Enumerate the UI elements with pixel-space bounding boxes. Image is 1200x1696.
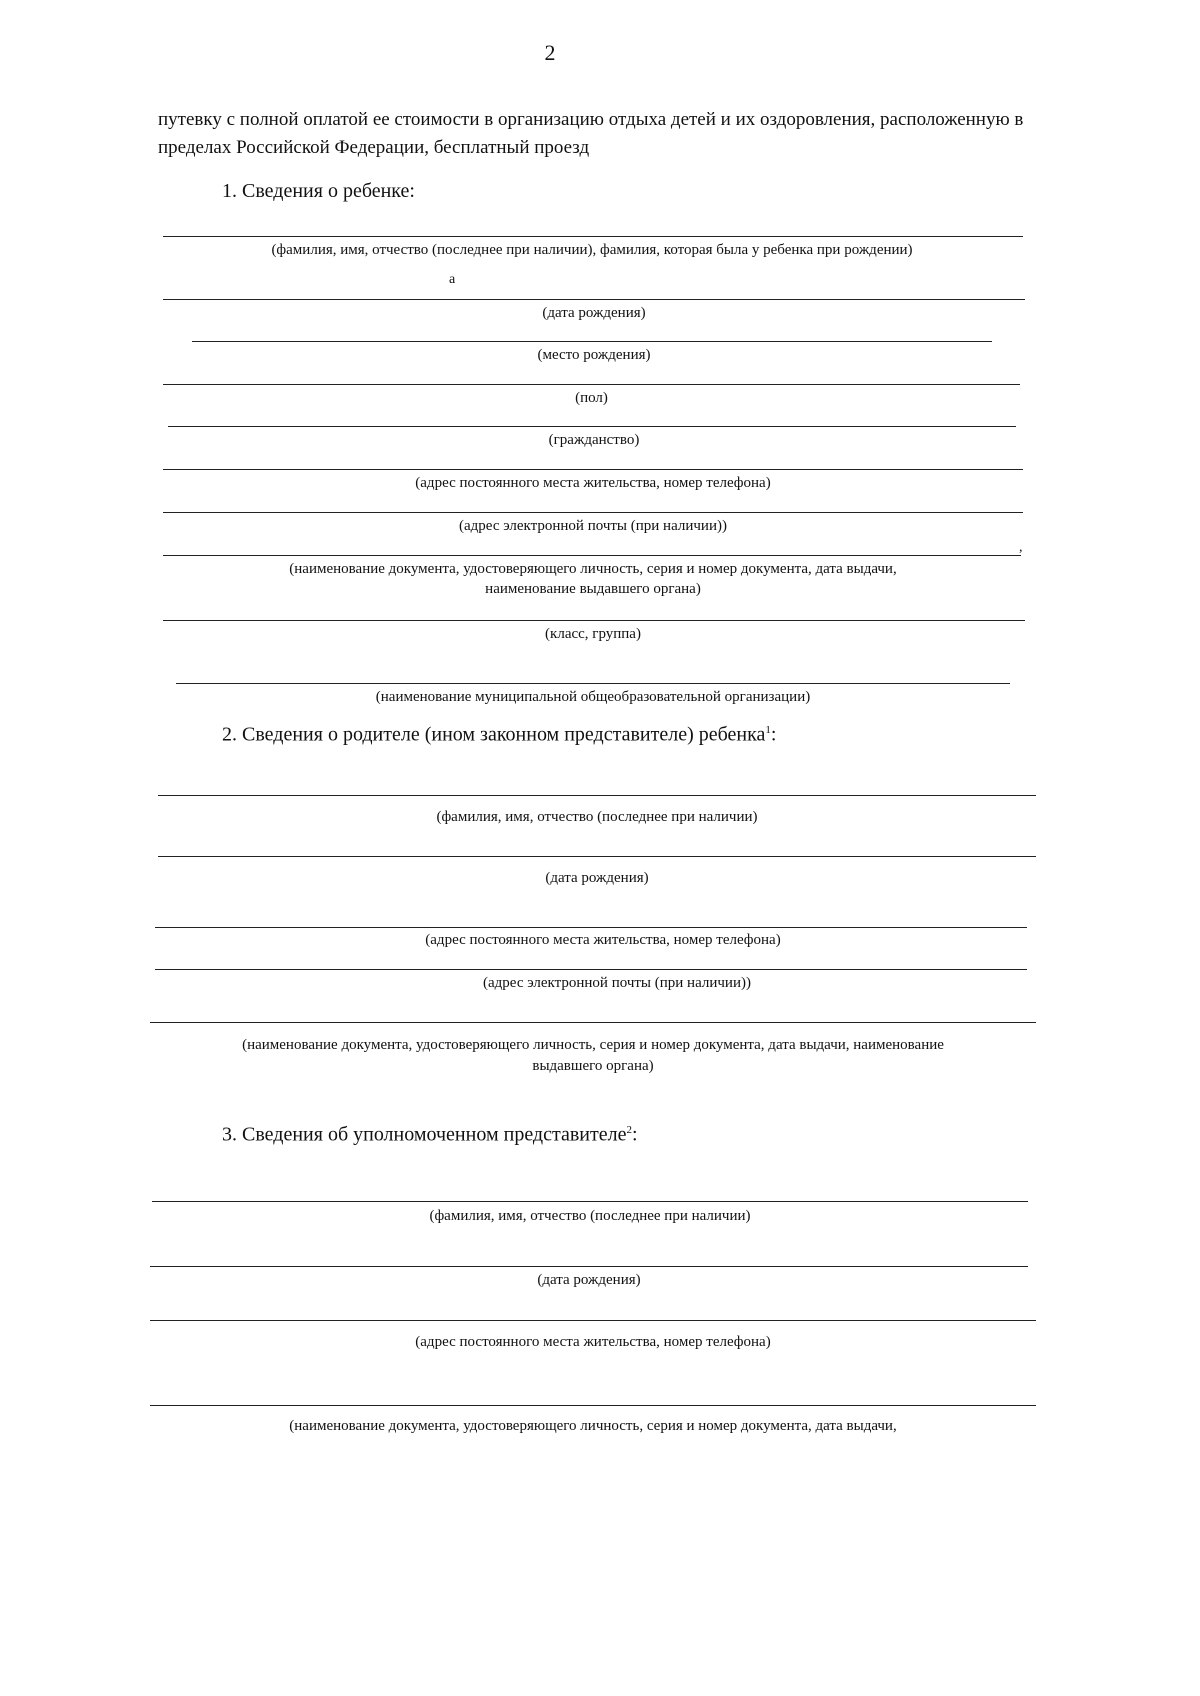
child-address-field-line[interactable] <box>163 469 1023 470</box>
parent-document-caption-line1: (наименование документа, удостоверяющего личность, серия и номер документа, дата выдачи, наименование <box>242 1037 944 1053</box>
section1-heading: 1. Сведения о ребенке: <box>222 180 415 202</box>
section2-heading-colon: : <box>770 723 777 746</box>
representative-address-caption: (адрес постоянного места жительства, номер телефона) <box>415 1334 771 1350</box>
child-fio-field-line[interactable] <box>163 236 1023 237</box>
stray-mark: а <box>449 272 456 287</box>
parent-email-caption: (адрес электронной почты (при наличии)) <box>483 975 751 991</box>
section3-heading-colon: : <box>631 1123 638 1146</box>
child-email-caption: (адрес электронной почты (при наличии)) <box>459 518 727 534</box>
child-citizenship-field-line[interactable] <box>168 426 1016 427</box>
section2-heading <box>222 717 776 748</box>
stray-comma: , <box>1019 540 1023 555</box>
parent-birth-date-caption: (дата рождения) <box>545 870 649 886</box>
representative-document-caption: (наименование документа, удостоверяющего личность, серия и номер документа, дата выдачи, <box>289 1418 897 1434</box>
section3-heading <box>222 1117 638 1148</box>
parent-document-field-line[interactable] <box>150 1022 1036 1023</box>
child-fio-caption: (фамилия, имя, отчество (последнее при наличии), фамилия, которая была у ребенка при рождении) <box>271 242 913 258</box>
child-document-caption-line1: (наименование документа, удостоверяющего личность, серия и номер документа, дата выдачи, <box>289 561 897 577</box>
child-school-field-line[interactable] <box>176 683 1010 684</box>
section2-heading-text: 2. Сведения о родителе (ином законном представителе) ребенка <box>222 723 766 746</box>
child-school-caption: (наименование муниципальной общеобразовательной организации) <box>375 689 811 705</box>
parent-fio-field-line[interactable] <box>158 795 1036 796</box>
child-birth-date-field-line[interactable] <box>163 299 1025 300</box>
child-grade-field-line[interactable] <box>163 620 1025 621</box>
child-citizenship-caption: (гражданство) <box>548 432 640 448</box>
parent-address-caption: (адрес постоянного места жительства, номер телефона) <box>425 932 781 948</box>
child-birth-place-caption: (место рождения) <box>537 347 651 363</box>
representative-fio-field-line[interactable] <box>152 1201 1028 1202</box>
footnote-1: 1 <box>765 724 771 736</box>
page-number: 2 <box>544 40 556 65</box>
child-document-caption-line2: наименование выдавшего органа) <box>485 581 701 597</box>
intro-paragraph: путевку с полной оплатой ее стоимости в организацию отдыха детей и их оздоровления, расположенную в пределах Российской Федерации, бесплатный проезд <box>158 109 1024 158</box>
representative-document-field-line[interactable] <box>150 1405 1036 1406</box>
child-address-caption: (адрес постоянного места жительства, номер телефона) <box>415 475 771 491</box>
section3-heading-text: 3. Сведения об уполномоченном представителе <box>222 1123 627 1146</box>
footnote-2: 2 <box>626 1124 632 1136</box>
representative-fio-caption: (фамилия, имя, отчество (последнее при наличии) <box>429 1208 751 1224</box>
child-document-field-line[interactable] <box>163 555 1021 556</box>
parent-document-caption-line2: выдавшего органа) <box>532 1058 654 1074</box>
child-birth-date-caption: (дата рождения) <box>542 305 646 321</box>
parent-birth-date-field-line[interactable] <box>158 856 1036 857</box>
child-email-field-line[interactable] <box>163 512 1023 513</box>
child-grade-caption: (класс, группа) <box>545 626 641 642</box>
child-birth-place-field-line[interactable] <box>192 341 992 342</box>
parent-fio-caption: (фамилия, имя, отчество (последнее при наличии) <box>436 809 758 825</box>
representative-birth-date-caption: (дата рождения) <box>537 1272 641 1288</box>
representative-birth-date-field-line[interactable] <box>150 1266 1028 1267</box>
parent-address-field-line[interactable] <box>155 927 1027 928</box>
representative-address-field-line[interactable] <box>150 1320 1036 1321</box>
child-sex-caption: (пол) <box>575 390 608 406</box>
parent-email-field-line[interactable] <box>155 969 1027 970</box>
child-sex-field-line[interactable] <box>163 384 1020 385</box>
